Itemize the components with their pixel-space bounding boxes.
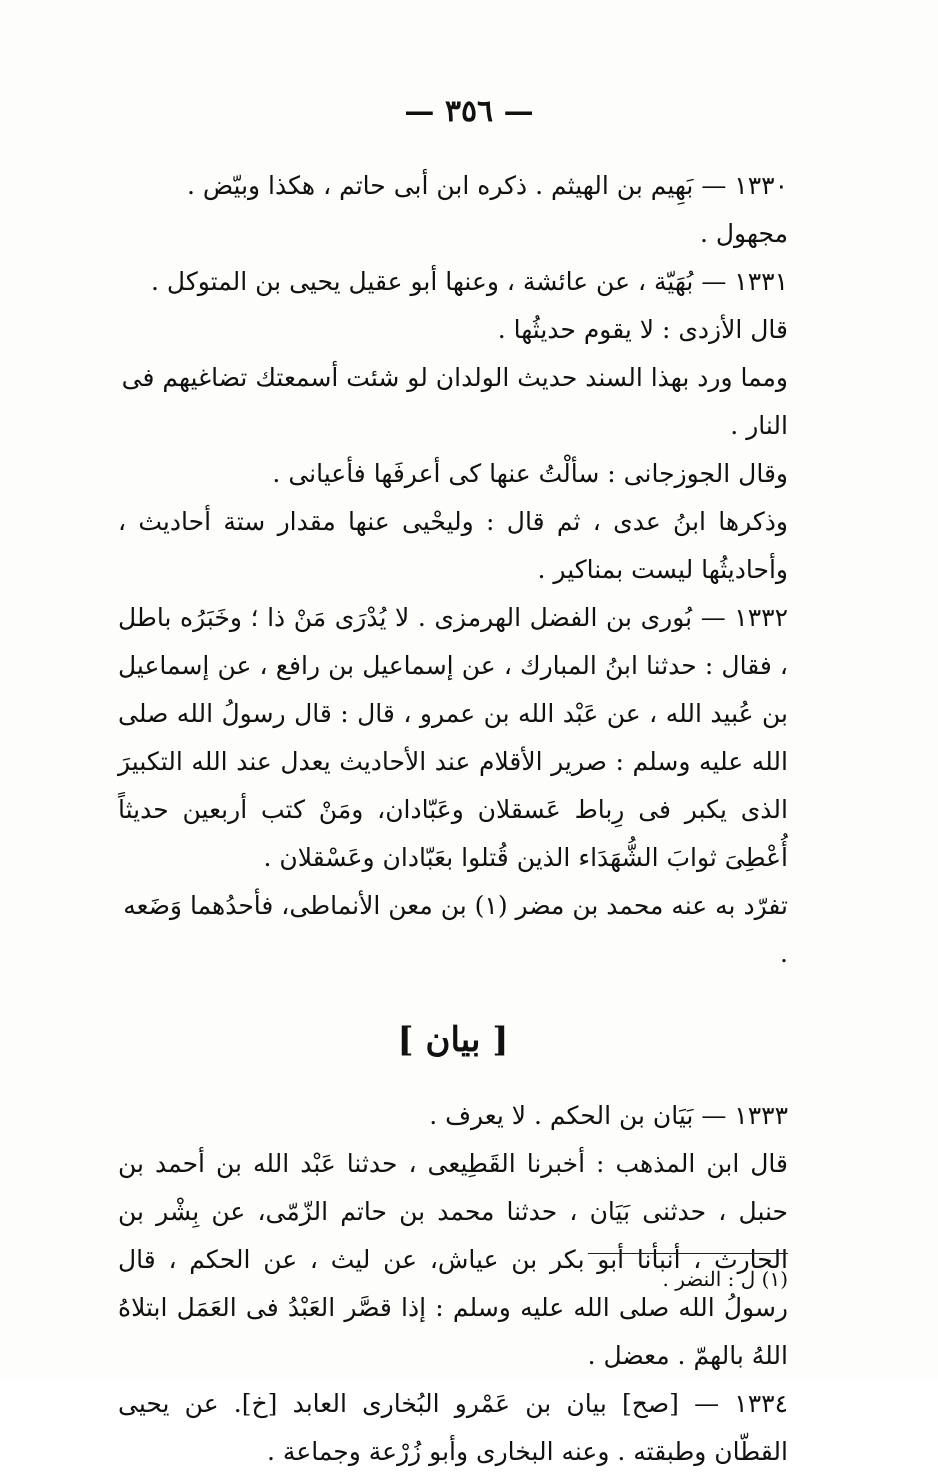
footnote-divider <box>588 1253 788 1254</box>
entry-1333: ١٣٣٣ — بَيَان بن الحكم . لا يعرف . <box>429 1101 788 1130</box>
entry-1331-juzjani-quote: وقال الجوزجانى : سألْتُ عنها كى أعرفَها فأعيانى . <box>272 459 788 488</box>
entry-1333-isnad: قال ابن المذهب : أخبرنا القَطِيعى ، حدثنا عَبْد الله بن أحمد بن حنبل ، حدثنى بَيَان ، حدثنا محمد بن حاتم الزّمّى، عن بِشْر بن الحارث ، أنبأنا أبو بكر بن عياش، عن ليث ، عن الحكم ، قال رسولُ الله صلى الله عليه وسلم : إذا قصَّر العَبْدُ فى العَمَل ابتلاهُ اللهُ بالهمّ . معضل . <box>118 1149 788 1370</box>
entry-1331: ١٣٣١ — بُهَيّة ، عن عائشة ، وعنها أبو عقيل يحيى بن المتوكل . <box>151 267 788 296</box>
entry-1331-azdi-quote: قال الأزدى : لا يقوم حديثُها . <box>497 315 788 344</box>
entry-1331-ibn-adi-quote: وذكرها ابنُ عدى ، ثم قال : وليحْيى عنها مقدار ستة أحاديث ، وأحاديثُها ليست بمناكير . <box>118 507 788 584</box>
footnote: (١) ل : النضر . <box>662 1267 788 1291</box>
entry-1331-hadith-note: ومما ورد بهذا السند حديث الولدان لو شئت أسمعتك تضاغيهم فى النار . <box>121 363 788 440</box>
section-heading: [ بيان ] <box>397 1020 509 1060</box>
entry-1332: ١٣٣٢ — بُورى بن الفضل الهرمزى . لا يُدْرَى مَنْ ذا ؛ وخَبَرُه باطل ، فقال : حدثنا ابنُ المبارك ، عن إسماعيل بن رافع ، عن إسماعيل بن عُبيد الله ، عن عَبْد الله بن عمرو ، قال : قال رسولُ الله صلى الله عليه وسلم : صرير الأقلام عند الأحاديث يعدل عند الله التكبيرَ الذى يكبر فى رِباط عَسقلان وعَبّادان، ومَنْ كتب أربعين حديثاً أُعْطِىَ ثوابَ الشُّهَدَاء الذين قُتلوا بعَبّادان وعَسْقلان . <box>118 603 788 872</box>
page-number: — ٣٥٦ — <box>404 94 534 129</box>
entry-1332-note: تفرّد به عنه محمد بن مضر (١) بن معن الأنماطى، فأحدُهما وَضَعه . <box>123 891 788 968</box>
entry-1334: ١٣٣٤ — [صح] بيان بن عَمْرو البُخارى العابد [خ]. عن يحيى القطّان وطبقته . وعنه البخارى وأبو زُرْعة وجماعة . <box>118 1389 788 1466</box>
entry-1330: ١٣٣٠ — بَهِيم بن الهيثم . ذكره ابن أبى حاتم ، هكذا وبيّض . مجهول . <box>187 171 788 248</box>
